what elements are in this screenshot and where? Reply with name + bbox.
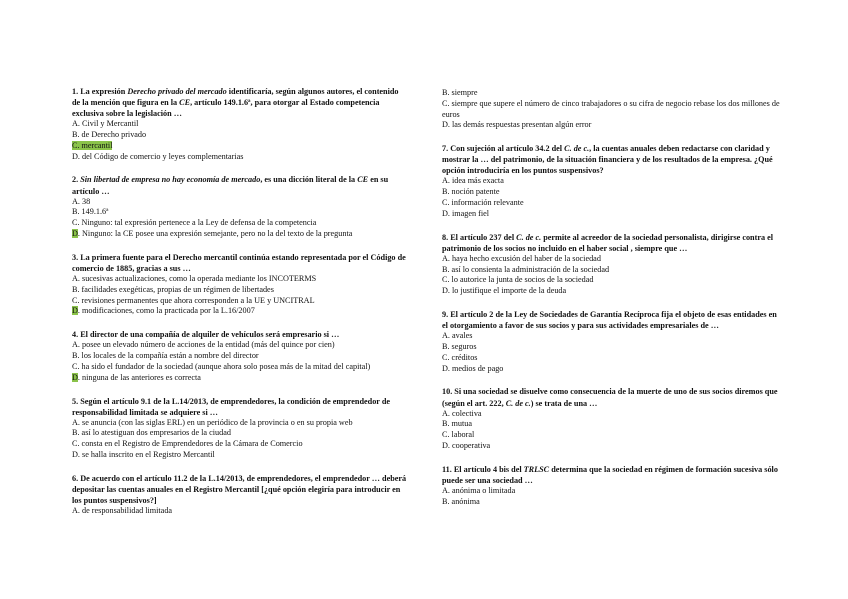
option-d: D. del Código de comercio y leyes complementarias [72, 151, 244, 161]
option-a: A. Civil y Mercantil [72, 119, 139, 129]
option-c [72, 141, 408, 152]
option-a: A. sucesivas actualizaciones, como la operada mediante los INCOTERMS [72, 274, 317, 284]
question-text: 1. La expresión Derecho privado del mercado identificaría, según algunos autores, el contenido de la mención que figura en la CE, artículo 149.1.6ª, para otorgar al Estado competencia exclusiva sobre la legislación … [72, 87, 399, 119]
option-b: B. siempre [442, 88, 478, 97]
option-a: A. anónima o limitada [442, 485, 516, 495]
question-7 [442, 143, 782, 219]
question-6-continued [442, 88, 782, 131]
question-4 [72, 329, 408, 383]
option-a: A. se anuncia (con las siglas ERL) en un periódico de la provincia o en su propia web [72, 417, 353, 427]
question-3 [72, 252, 408, 317]
highlighted-answer-letter: D [72, 372, 78, 382]
question-text: 8. El artículo 237 del C. de c. permite al acreedor de la sociedad personalista, dirigirse contra el patrimonio de los socios no incluido en el haber social , siempre que … [442, 232, 774, 253]
option-c: C. información relevante [442, 198, 524, 208]
option-b: B. así lo atestiguan dos empresarios de la ciudad [72, 428, 231, 438]
question-text: 2. Sin libertad de empresa no hay economía de mercado, es una dicción literal de la CE en su artículo … [72, 175, 389, 196]
question-text: 4. El director de una compañía de alquiler de vehículos será empresario si … [72, 330, 340, 340]
option-text: . Ninguno: la CE posee una expresión semejante, pero no la del texto de la pregunta [77, 229, 353, 239]
option-b: B. mutua [442, 419, 473, 429]
option-a: A. de responsabilidad limitada [72, 506, 173, 516]
left-column [72, 86, 408, 529]
question-1 [72, 86, 408, 162]
right-column [442, 88, 782, 520]
question-11 [442, 464, 782, 508]
option-a: A. haya hecho excusión del haber de la sociedad [442, 253, 601, 263]
question-8 [442, 232, 782, 297]
option-c: C. laboral [442, 430, 475, 440]
option-d [72, 229, 408, 240]
option-c: C. siempre que supere el número de cinco trabajadores o su cifra de negocio rebase los dos millones de euros [442, 98, 780, 119]
option-c: C. Ninguno: tal expresión pertenece a la Ley de defensa de la competencia [72, 218, 317, 228]
option-a: A. posee un elevado número de acciones de la entidad (más del quince por cien) [72, 340, 335, 350]
option-c: C. lo autorice la junta de socios de la sociedad [442, 275, 594, 285]
option-b: B. los locales de la compañía están a nombre del director [72, 351, 259, 361]
question-text: 6. De acuerdo con el artículo 11.2 de la L.14/2013, de emprendedores, el emprendedor … deberá depositar las cuentas anuales en el Registro Mercantil [¿qué opción elegiría para introducir en los puntos suspensivos?] [72, 473, 407, 506]
option-a: A. colectiva [442, 408, 482, 418]
option-c: C. revisiones permanentes que ahora corresponden a la UE y UNCITRAL [72, 295, 315, 305]
option-c: C. consta en el Registro de Emprendedores de la Cámara de Comercio [72, 439, 303, 449]
option-d: D. se halla inscrito en el Registro Mercantil [72, 450, 215, 460]
question-text: 10. Si una sociedad se disuelve como consecuencia de la muerte de uno de sus socios diremos que (según el art. 222, C. de c.) se trata de una … [442, 387, 778, 408]
option-d: D. lo justifique el importe de la deuda [442, 286, 567, 296]
question-6 [72, 473, 408, 517]
option-a: A. avales [442, 331, 473, 341]
question-text: 11. El artículo 4 bis del TRLSC determina que la sociedad en régimen de formación sucesiva sólo puede ser una sociedad … [442, 464, 778, 485]
question-10 [442, 386, 782, 451]
option-a: A. 38 [72, 196, 91, 206]
option-c: C. ha sido el fundador de la sociedad (aunque ahora solo posea más de la mitad del capital) [72, 361, 371, 371]
option-text: . ninguna de las anteriores es correcta [77, 372, 201, 382]
option-a: A. idea más exacta [442, 176, 504, 186]
option-b: B. así lo consienta la administración de la sociedad [442, 264, 610, 274]
question-text: 7. Con sujeción al artículo 34.2 del C. de c., la cuentas anuales deben redactarse con claridad y mostrar la … del patrimonio, de la situación financiera y de los resultados de la empresa. ¿Qué opción introduciría en los puntos suspensivos? [442, 144, 773, 176]
option-d: D. cooperativa [442, 440, 491, 450]
highlighted-answer: C. mercantil [72, 140, 113, 150]
option-b: B. noción patente [442, 187, 500, 197]
question-text: 3. La primera fuente para el Derecho mercantil continúa estando representada por el Código de comercio de 1885, gracias a sus … [72, 252, 406, 273]
option-b: B. 149.1.6ª [72, 207, 109, 217]
option-b: B. seguros [442, 342, 477, 352]
option-b: B. de Derecho privado [72, 130, 147, 140]
option-d [72, 306, 408, 317]
question-text: 5. Según el artículo 9.1 de la L.14/2013, de emprendedores, la condición de emprendedor de responsabilidad limitada se adquiere si … [72, 396, 391, 417]
option-d [72, 373, 408, 384]
question-9 [442, 309, 782, 374]
highlighted-answer-letter: D [72, 306, 78, 316]
highlighted-answer-letter: D [72, 229, 78, 239]
option-b: B. facilidades exegéticas, propias de un régimen de libertades [72, 284, 274, 294]
option-d: D. las demás respuestas presentan algún error [442, 120, 592, 130]
option-d: D. imagen fiel [442, 208, 490, 218]
option-text: . modificaciones, como la practicada por la L.16/2007 [77, 306, 255, 316]
option-d: D. medios de pago [442, 363, 504, 373]
question-2 [72, 174, 408, 239]
option-c: C. créditos [442, 352, 478, 362]
question-5 [72, 396, 408, 461]
question-text: 9. El artículo 2 de la Ley de Sociedades de Garantía Recíproca fija el objeto de esas entidades en el otorgamiento a favor de sus socios y para sus actividades empresariales de … [442, 310, 777, 331]
option-b: B. anónima [442, 496, 480, 506]
